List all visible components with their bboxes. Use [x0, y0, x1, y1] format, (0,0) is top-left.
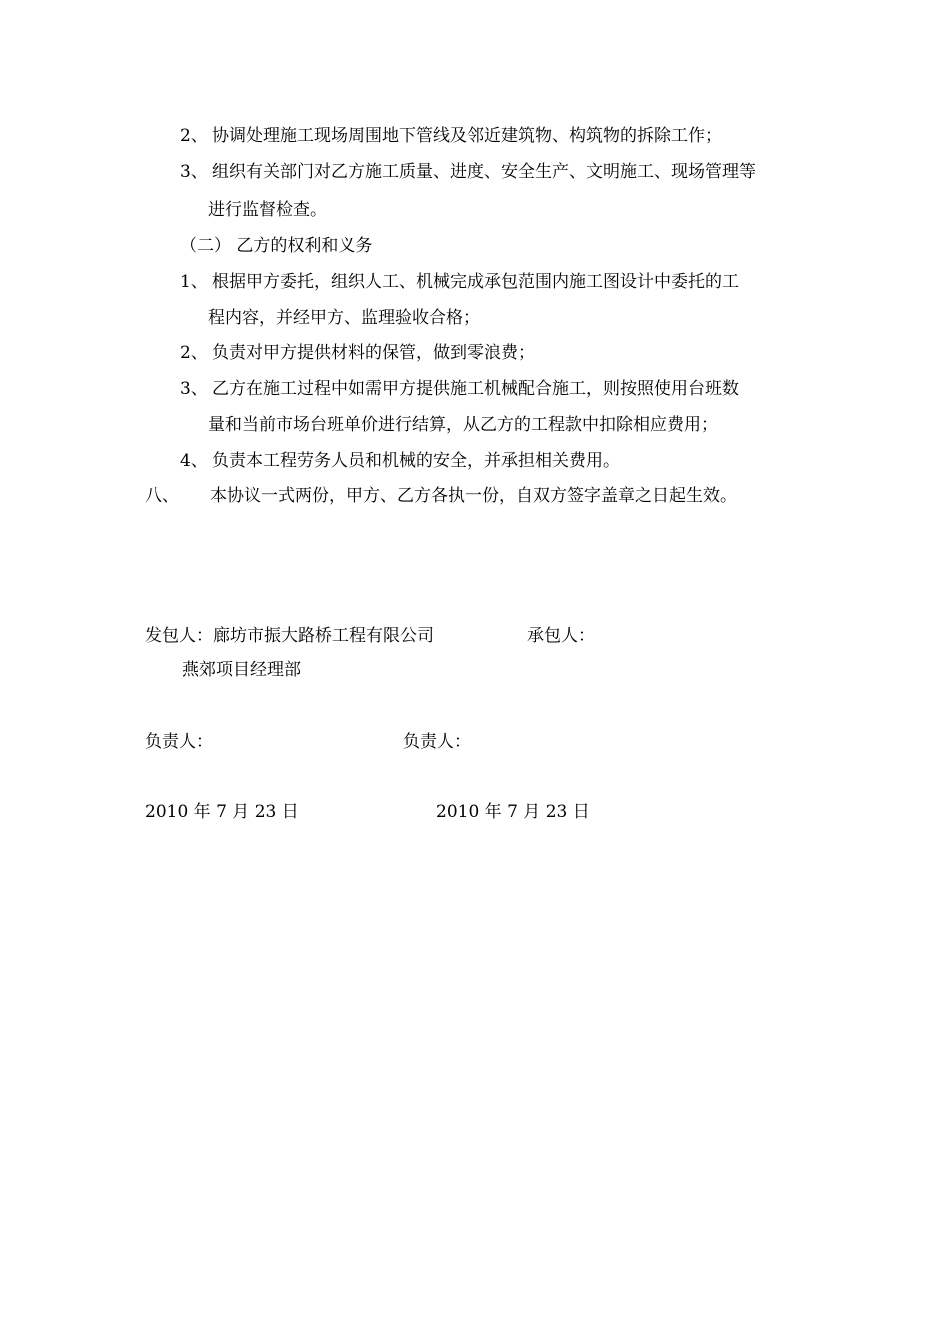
item-number: 3、	[180, 162, 208, 182]
clause-text: 进行监督检查。	[208, 200, 327, 220]
clause-text: 协调处理施工现场周围地下管线及邻近建筑物、构筑物的拆除工作；	[212, 126, 722, 146]
clause-text: 根据甲方委托，组织人工、机械完成承包范围内施工图设计中委托的工	[212, 272, 739, 292]
employer-date: 2010 年 7 月 23 日	[145, 802, 299, 822]
employer-label: 发包人：廊坊市振大路桥工程有限公司	[145, 626, 434, 646]
item-number: 1、	[180, 272, 208, 292]
employer-representative: 负责人：	[145, 732, 213, 752]
article-number: 八、	[145, 486, 179, 506]
clause-text: 量和当前市场台班单价进行结算，从乙方的工程款中扣除相应费用；	[208, 415, 718, 435]
article-text: 本协议一式两份，甲方、乙方各执一份，自双方签字盖章之日起生效。	[210, 486, 737, 506]
item-number: 4、	[180, 451, 208, 471]
clause-text: 乙方在施工过程中如需甲方提供施工机械配合施工，则按照使用台班数	[212, 379, 739, 399]
contractor-representative: 负责人：	[403, 732, 471, 752]
clause-text: 组织有关部门对乙方施工质量、进度、安全生产、文明施工、现场管理等	[212, 162, 756, 182]
contractor-date: 2010 年 7 月 23 日	[436, 802, 590, 822]
clause-text: 程内容，并经甲方、监理验收合格；	[208, 308, 480, 328]
section-heading: （二） 乙方的权利和义务	[180, 236, 373, 256]
clause-text: 负责本工程劳务人员和机械的安全，并承担相关费用。	[212, 451, 620, 471]
item-number: 2、	[180, 343, 208, 363]
item-number: 3、	[180, 379, 208, 399]
contractor-label: 承包人：	[527, 626, 595, 646]
clause-text: 负责对甲方提供材料的保管，做到零浪费；	[212, 343, 535, 363]
employer-department: 燕郊项目经理部	[182, 660, 301, 680]
item-number: 2、	[180, 126, 208, 146]
